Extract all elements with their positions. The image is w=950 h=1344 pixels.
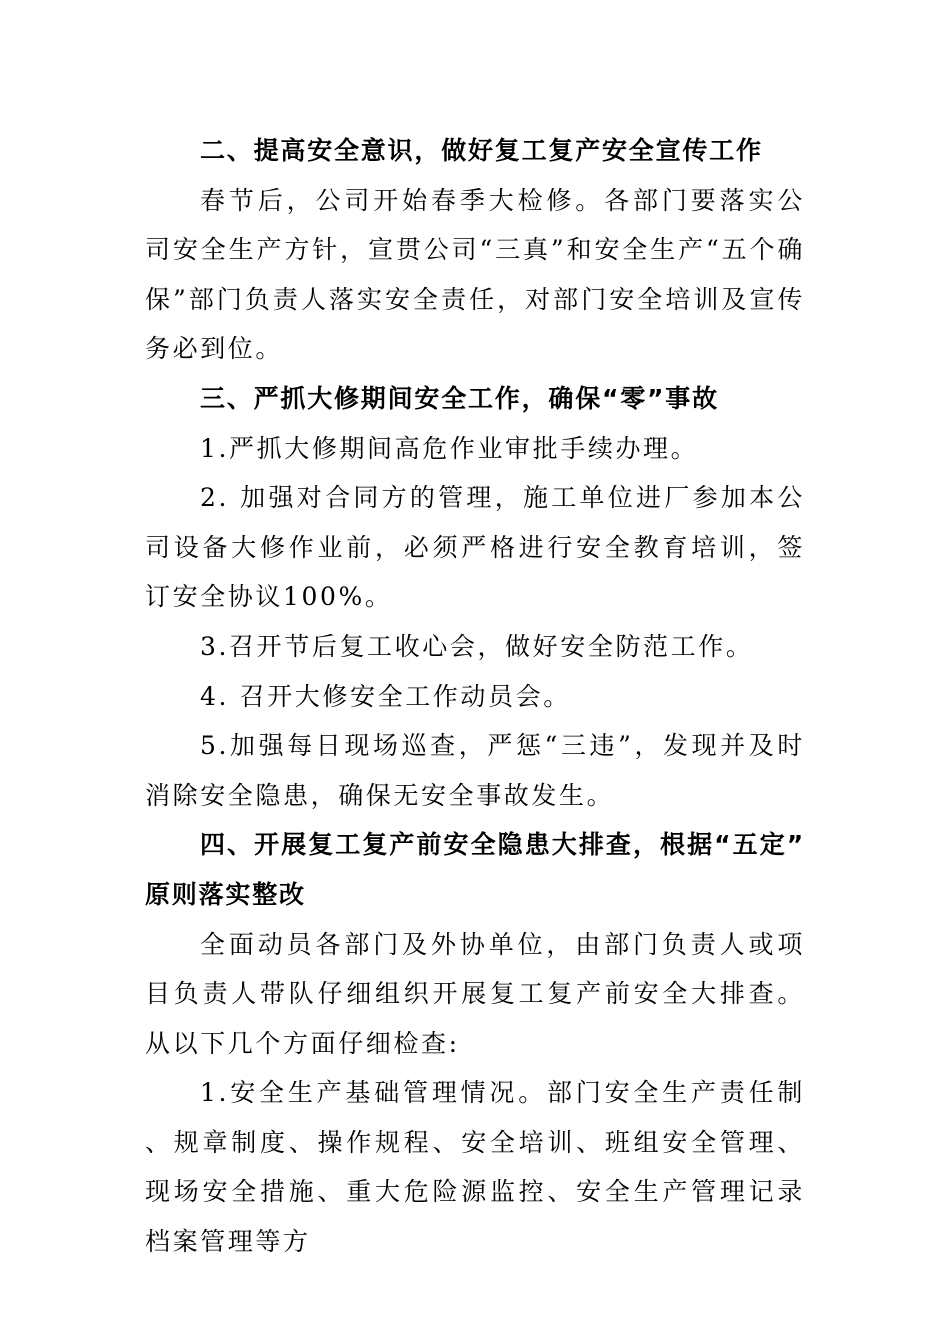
section-heading-2: 二、提高安全意识，做好复工复产安全宣传工作: [200, 136, 763, 165]
list-item-1: 1.安全生产基础管理情况。部门安全生产责任制、规章制度、操作规程、安全培训、班组安全管理、现场安全措施、重大危险源监控、安全生产管理记录档案管理等方: [145, 1078, 805, 1257]
body-paragraph: 全面动员各部门及外协单位，由部门负责人或项目负责人带队仔细组织开展复工复产前安全大排查。从以下几个方面仔细检查:: [145, 929, 805, 1058]
document-body: [145, 126, 805, 1267]
section-heading-3: 三、严抓大修期间安全工作，确保“零”事故: [200, 383, 719, 413]
list-item-1: 1.严抓大修期间高危作业审批手续办理。: [200, 433, 699, 463]
list-item-3: 3.召开节后复工收心会，做好安全防范工作。: [200, 631, 754, 661]
list-item-2: 2. 加强对合同方的管理，施工单位进厂参加本公司设备大修作业前，必须严格进行安全教育培训，签订安全协议100%。: [145, 483, 805, 612]
list-item-5: 5.加强每日现场巡查，严惩“三违”，发现并及时消除安全隐患，确保无安全事故发生。: [145, 731, 805, 810]
section-heading-4: 四、开展复工复产前安全隐患大排查，根据“五定”原则落实整改: [145, 830, 805, 909]
list-item-4: 4. 召开大修安全工作动员会。: [200, 681, 571, 711]
body-paragraph: 春节后，公司开始春季大检修。各部门要落实公司安全生产方针，宣贯公司“三真”和安全生产“五个确保”部门负责人落实安全责任，对部门安全培训及宣传务必到位。: [145, 185, 805, 364]
